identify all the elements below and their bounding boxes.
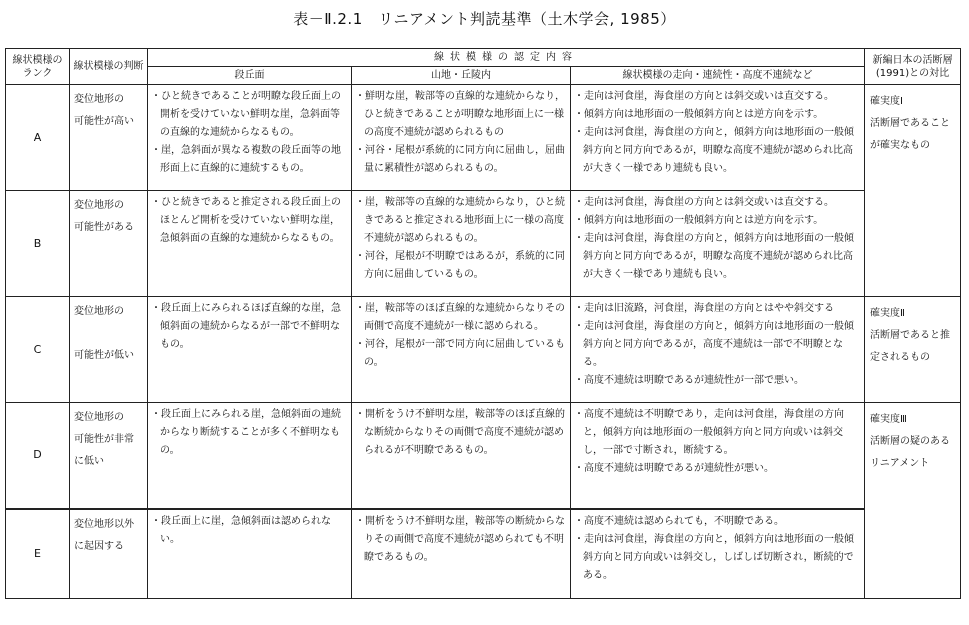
criterion-item: ・ 開析をうけ不鮮明な崖，鞍部等のほぼ直線的な断続からなりその両側で高度不連続が認められるが不明瞭であるもの。 [355, 406, 567, 460]
judgment-line: 可能性が低い [74, 350, 134, 361]
certainty-desc: 活断層であると推定されるもの [870, 330, 950, 363]
judgment-line: 可能性が非常 [74, 434, 134, 445]
certainty-grade: 確実度Ⅰ [870, 96, 903, 107]
criterion-item: ・ 走向は河食崖，海食崖の方向とは斜交或いは直交する。 [574, 194, 861, 212]
criterion-item: ・ 段丘面上に崖，急傾斜面は認められない。 [151, 513, 348, 549]
header-judgment: 線状模様の判断 [70, 49, 148, 85]
rank-cell: E [6, 509, 70, 599]
direction-cell [571, 85, 865, 191]
criterion-item: ・ 走向は河食崖，海食崖の方向と，傾斜方向は地形面の一般傾斜方向と同方向であるが，高度不連続は一部で不明瞭となる。 [574, 318, 861, 372]
criterion-item: ・ 走向は河食崖，海食崖の方向と，傾斜方向は地形面の一般傾斜方向と同方向であるが，明瞭な高度不連続が認められ比高が大きく一様であり連続も良い。 [574, 230, 861, 284]
comparison-cell-2 [865, 297, 961, 403]
criterion-item: ・ 傾斜方向は地形面の一般傾斜方向とは逆方向を示す。 [574, 106, 861, 124]
judgment-line: 可能性が高い [74, 116, 134, 127]
terrace-cell [148, 297, 352, 403]
criterion-item: ・ 段丘面上にみられるほぼ直線的な崖，急傾斜面の連続からなるが一部で不鮮明なもの。 [151, 300, 348, 354]
criterion-item: ・ 高度不連続は明瞭であるが連続性が一部で悪い。 [574, 372, 861, 390]
terrace-cell [148, 509, 352, 599]
criterion-item: ・ 崖，鞍部等のほぼ直線的な連続からなりその両側で高度不連続が一様に認められる。 [355, 300, 567, 336]
criterion-item: ・ 段丘面上にみられる崖，急傾斜面の連続からなり断続することが多く不鮮明なもの。 [151, 406, 348, 460]
header-comparison: 新編日本の活断層(1991)との対比 [865, 49, 961, 85]
criterion-item: ・ 河谷・尾根が系統的に同方向に屈曲し，屈曲量に累積性が認められるもの。 [355, 142, 567, 178]
comparison-cell-3 [865, 403, 961, 599]
direction-cell [571, 191, 865, 297]
terrace-cell [148, 191, 352, 297]
judgment-line: 変位地形の [74, 306, 124, 317]
judgment-line: 可能性がある [74, 222, 134, 233]
header-rank: 線状模様のランク [6, 49, 70, 85]
judgment-line: 変位地形の [74, 94, 124, 105]
comparison-cell-1 [865, 85, 961, 297]
criterion-item: ・ 高度不連続は不明瞭であり，走向は河食崖，海食崖の方向と，傾斜方向は地形面の一般傾斜方向と同方向或いは斜交し，一部で寸断され，断続する。 [574, 406, 861, 460]
judgment-line: 変位地形以外 [74, 518, 134, 530]
certainty-desc: 活断層であることが確実なもの [870, 118, 950, 151]
criterion-item: ・ 高度不連続は明瞭であるが連続性が悪い。 [574, 460, 861, 478]
header-criteria: 線状模様の認定内容 [148, 49, 865, 67]
terrace-cell [148, 85, 352, 191]
header-terrace: 段丘面 [148, 67, 352, 85]
certainty-desc: 活断層の疑のあるリニアメント [870, 436, 950, 469]
criterion-item: ・ ひと続きであることが明瞭な段丘面上の開析を受けていない鮮明な崖，急斜面等の直線的な連続からなるもの。 [151, 88, 348, 142]
judgment-cell [70, 297, 148, 403]
certainty-grade: 確実度Ⅱ [870, 308, 905, 319]
table-title: 表－Ⅱ.2.1 リニアメント判読基準（土木学会, 1985） [293, 10, 676, 28]
rank-cell: A [6, 85, 70, 191]
criterion-item: ・ 走向は河食崖，海食崖の方向と，傾斜方向は地形面の一般傾斜方向と同方向であるが，明瞭な高度不連続が認められ比高が大きく一様であり連続も良い。 [574, 124, 861, 178]
criterion-item: ・ 走向は河食崖，海食崖の方向と，傾斜方向は地形面の一般傾斜方向と同方向或いは斜交し，しばしば切断され，断続的である。 [574, 531, 861, 585]
criterion-item: ・ 鮮明な崖，鞍部等の直線的な連続からなり，ひと続きであることが明瞭な地形面上に一様の高度不連続が認められるもの [355, 88, 567, 142]
criterion-item: ・ 傾斜方向は地形面の一般傾斜方向とは逆方向を示す。 [574, 212, 861, 230]
criterion-item: ・ 崖，鞍部等の直線的な連続からなり，ひと続きであると推定される地形面上に一様の高度不連続が認められるもの。 [355, 194, 567, 248]
judgment-cell [70, 509, 148, 599]
criterion-item: ・ 河谷，尾根が不明瞭ではあるが，系統的に同方向に屈曲しているもの。 [355, 248, 567, 284]
lineament-criteria-table [5, 48, 961, 599]
terrace-cell [148, 403, 352, 509]
criterion-item: ・ ひと続きであると推定される段丘面上のほとんど開析を受けていない鮮明な崖，急傾斜面の直線的な連続からなるもの。 [151, 194, 348, 248]
judgment-cell [70, 403, 148, 509]
criterion-item: ・ 高度不連続は認められても，不明瞭である。 [574, 513, 861, 531]
rank-cell: D [6, 403, 70, 509]
judgment-line: 変位地形の [74, 412, 124, 423]
judgment-line: に低い [74, 456, 104, 467]
direction-cell [571, 403, 865, 509]
criterion-item: ・ 崖，急斜面が異なる複数の段丘面等の地形面上に直線的に連続するもの。 [151, 142, 348, 178]
direction-cell [571, 509, 865, 599]
direction-cell [571, 297, 865, 403]
hills-cell [352, 85, 571, 191]
judgment-line: 変位地形の [74, 200, 124, 211]
header-hills: 山地・丘陵内 [352, 67, 571, 85]
header-direction: 線状模様の走向・連続性・高度不連続など [571, 67, 865, 85]
judgment-line: に起因する [74, 540, 124, 552]
rank-cell: B [6, 191, 70, 297]
criterion-item: ・ 走向は河食崖，海食崖の方向とは斜交或いは直交する。 [574, 88, 861, 106]
certainty-grade: 確実度Ⅲ [870, 414, 907, 425]
criterion-item: ・ 走向は旧流路，河食崖，海食崖の方向とはやや斜交する [574, 300, 861, 318]
hills-cell [352, 297, 571, 403]
judgment-cell [70, 191, 148, 297]
criterion-item: ・ 開析をうけ不鮮明な崖，鞍部等の断続からなりその両側で高度不連続が認められても不明瞭であるもの。 [355, 513, 567, 567]
hills-cell [352, 191, 571, 297]
hills-cell [352, 403, 571, 509]
judgment-line [74, 323, 145, 345]
judgment-cell [70, 85, 148, 191]
rank-cell: C [6, 297, 70, 403]
hills-cell [352, 509, 571, 599]
criterion-item: ・ 河谷，尾根が一部で同方向に屈曲しているもの。 [355, 336, 567, 372]
